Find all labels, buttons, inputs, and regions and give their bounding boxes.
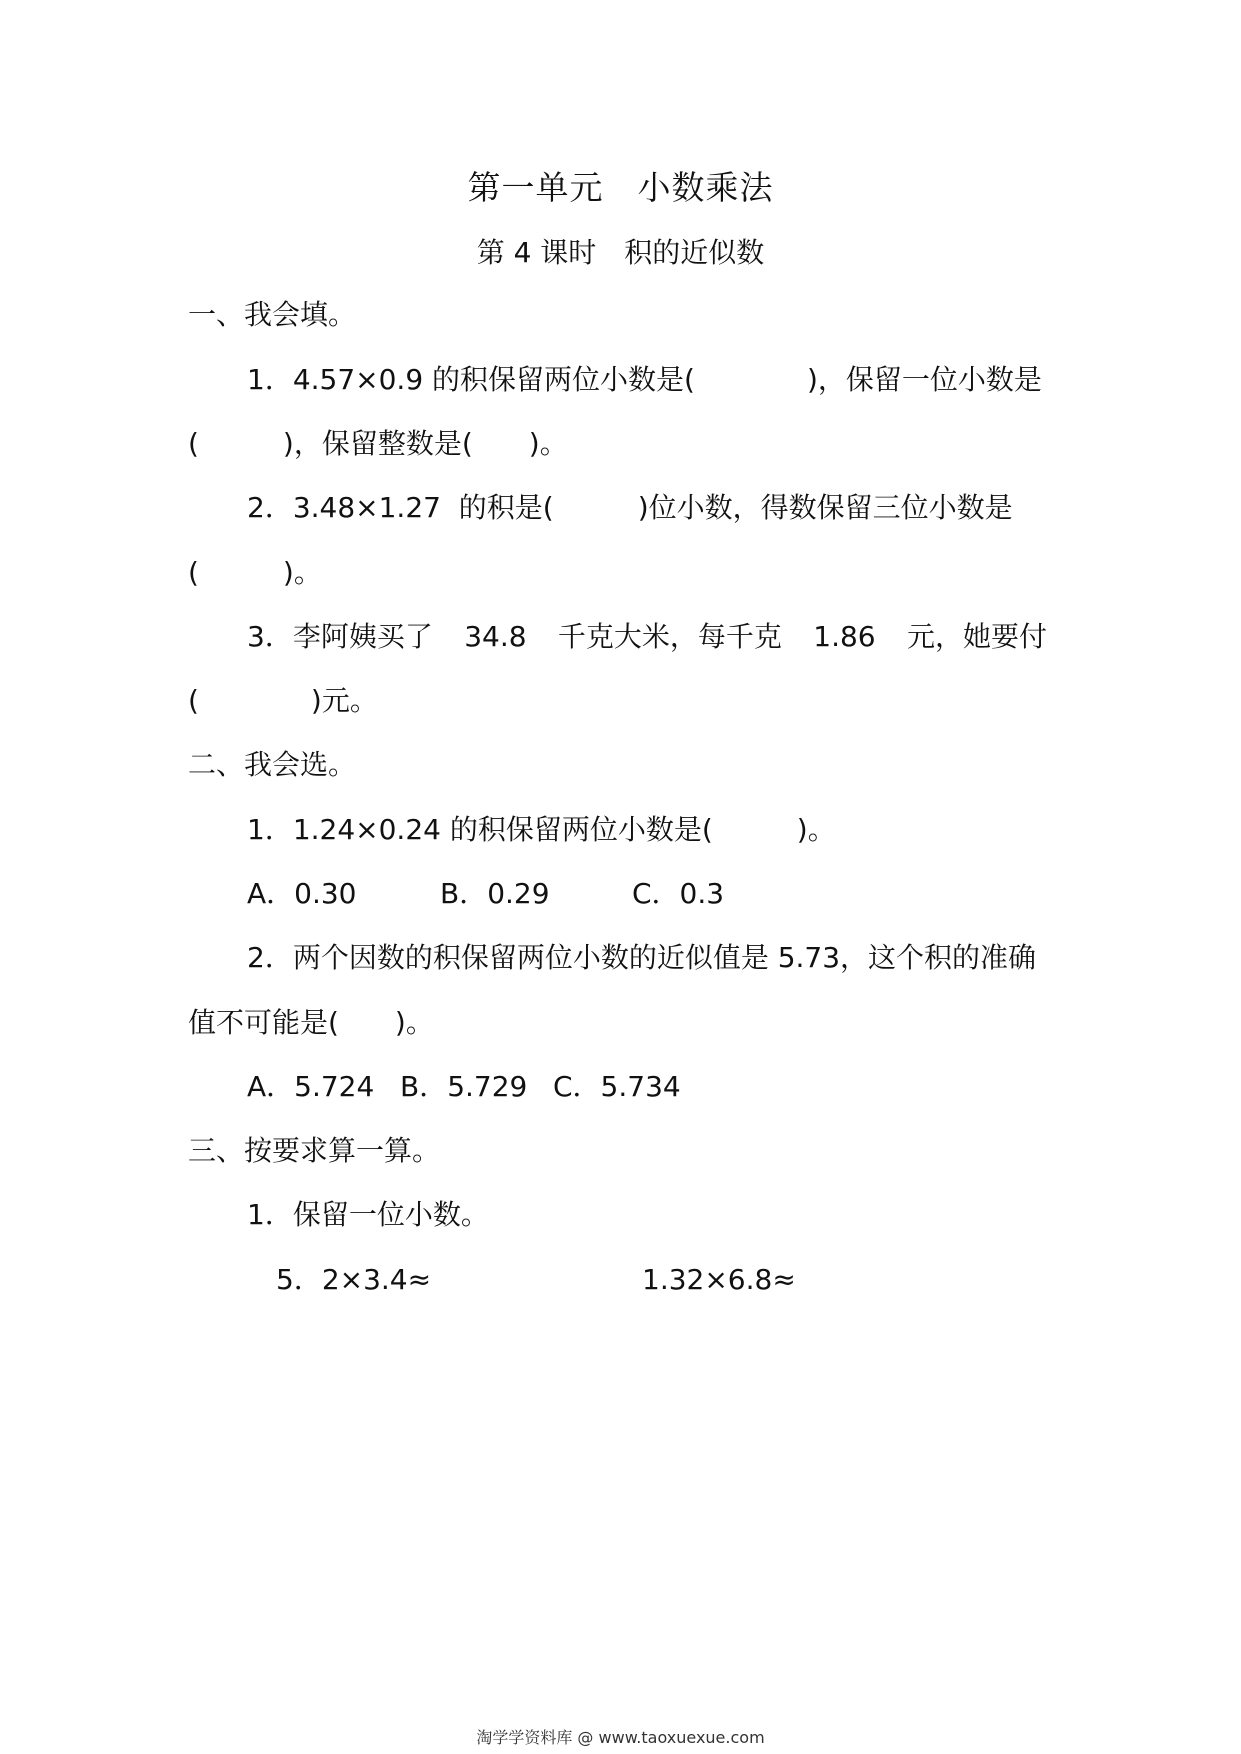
lesson-subtitle: 第 4 课时 积的近似数 — [476, 236, 765, 269]
fill-question-3-line1 — [247, 617, 1047, 657]
fill-question-3-part: 千克大米，每千克 — [557, 620, 782, 653]
section-heading-calculate: 三、按要求算一算。 — [188, 1134, 441, 1167]
fill-question-1-line1: 1．4.57×0.9 的积保留两位小数是( )，保留一位小数是 — [247, 363, 1042, 396]
calculate-question-1: 1．保留一位小数。 — [247, 1198, 489, 1231]
choose-question-2-option-c: C．5.734 — [553, 1070, 681, 1103]
fill-question-3-part: 元，她要付 — [906, 620, 1047, 653]
calculation-item-2: 1.32×6.8≈ — [642, 1263, 796, 1296]
section-heading-fill: 一、我会填。 — [188, 298, 357, 331]
choose-question-1-option-c: C．0.3 — [632, 877, 725, 910]
fill-question-3-part: 3．李阿姨买了 — [247, 620, 433, 653]
choose-question-2-line1: 2．两个因数的积保留两位小数的近似值是 5.73，这个积的准确 — [247, 941, 1037, 974]
section-heading-choose: 二、我会选。 — [188, 748, 357, 781]
page-title: 第一单元 小数乘法 — [467, 168, 774, 207]
choose-question-2-option-a: A．5.724 — [247, 1070, 375, 1103]
calculation-item-1: 5．2×3.4≈ — [276, 1263, 432, 1296]
fill-question-2-line1: 2．3.48×1.27 的积是( )位小数，得数保留三位小数是 — [247, 491, 1013, 524]
fill-question-2-line2: ( )。 — [188, 556, 322, 589]
fill-question-3-line2: ( )元。 — [188, 684, 378, 717]
choose-question-2-line2: 值不可能是( )。 — [188, 1006, 434, 1039]
footer-watermark: 淘学学资料库 @ www.taoxuexue.com — [476, 1728, 765, 1747]
choose-question-1-option-a: A．0.30 — [247, 877, 357, 910]
fill-question-1-line2: ( )，保留整数是( )。 — [188, 427, 568, 460]
fill-question-3-part: 1.86 — [813, 620, 876, 653]
choose-question-1-option-b: B．0.29 — [440, 877, 550, 910]
fill-question-3-part: 34.8 — [464, 620, 527, 653]
choose-question-1: 1．1.24×0.24 的积保留两位小数是( )。 — [247, 813, 836, 846]
choose-question-2-option-b: B．5.729 — [400, 1070, 528, 1103]
